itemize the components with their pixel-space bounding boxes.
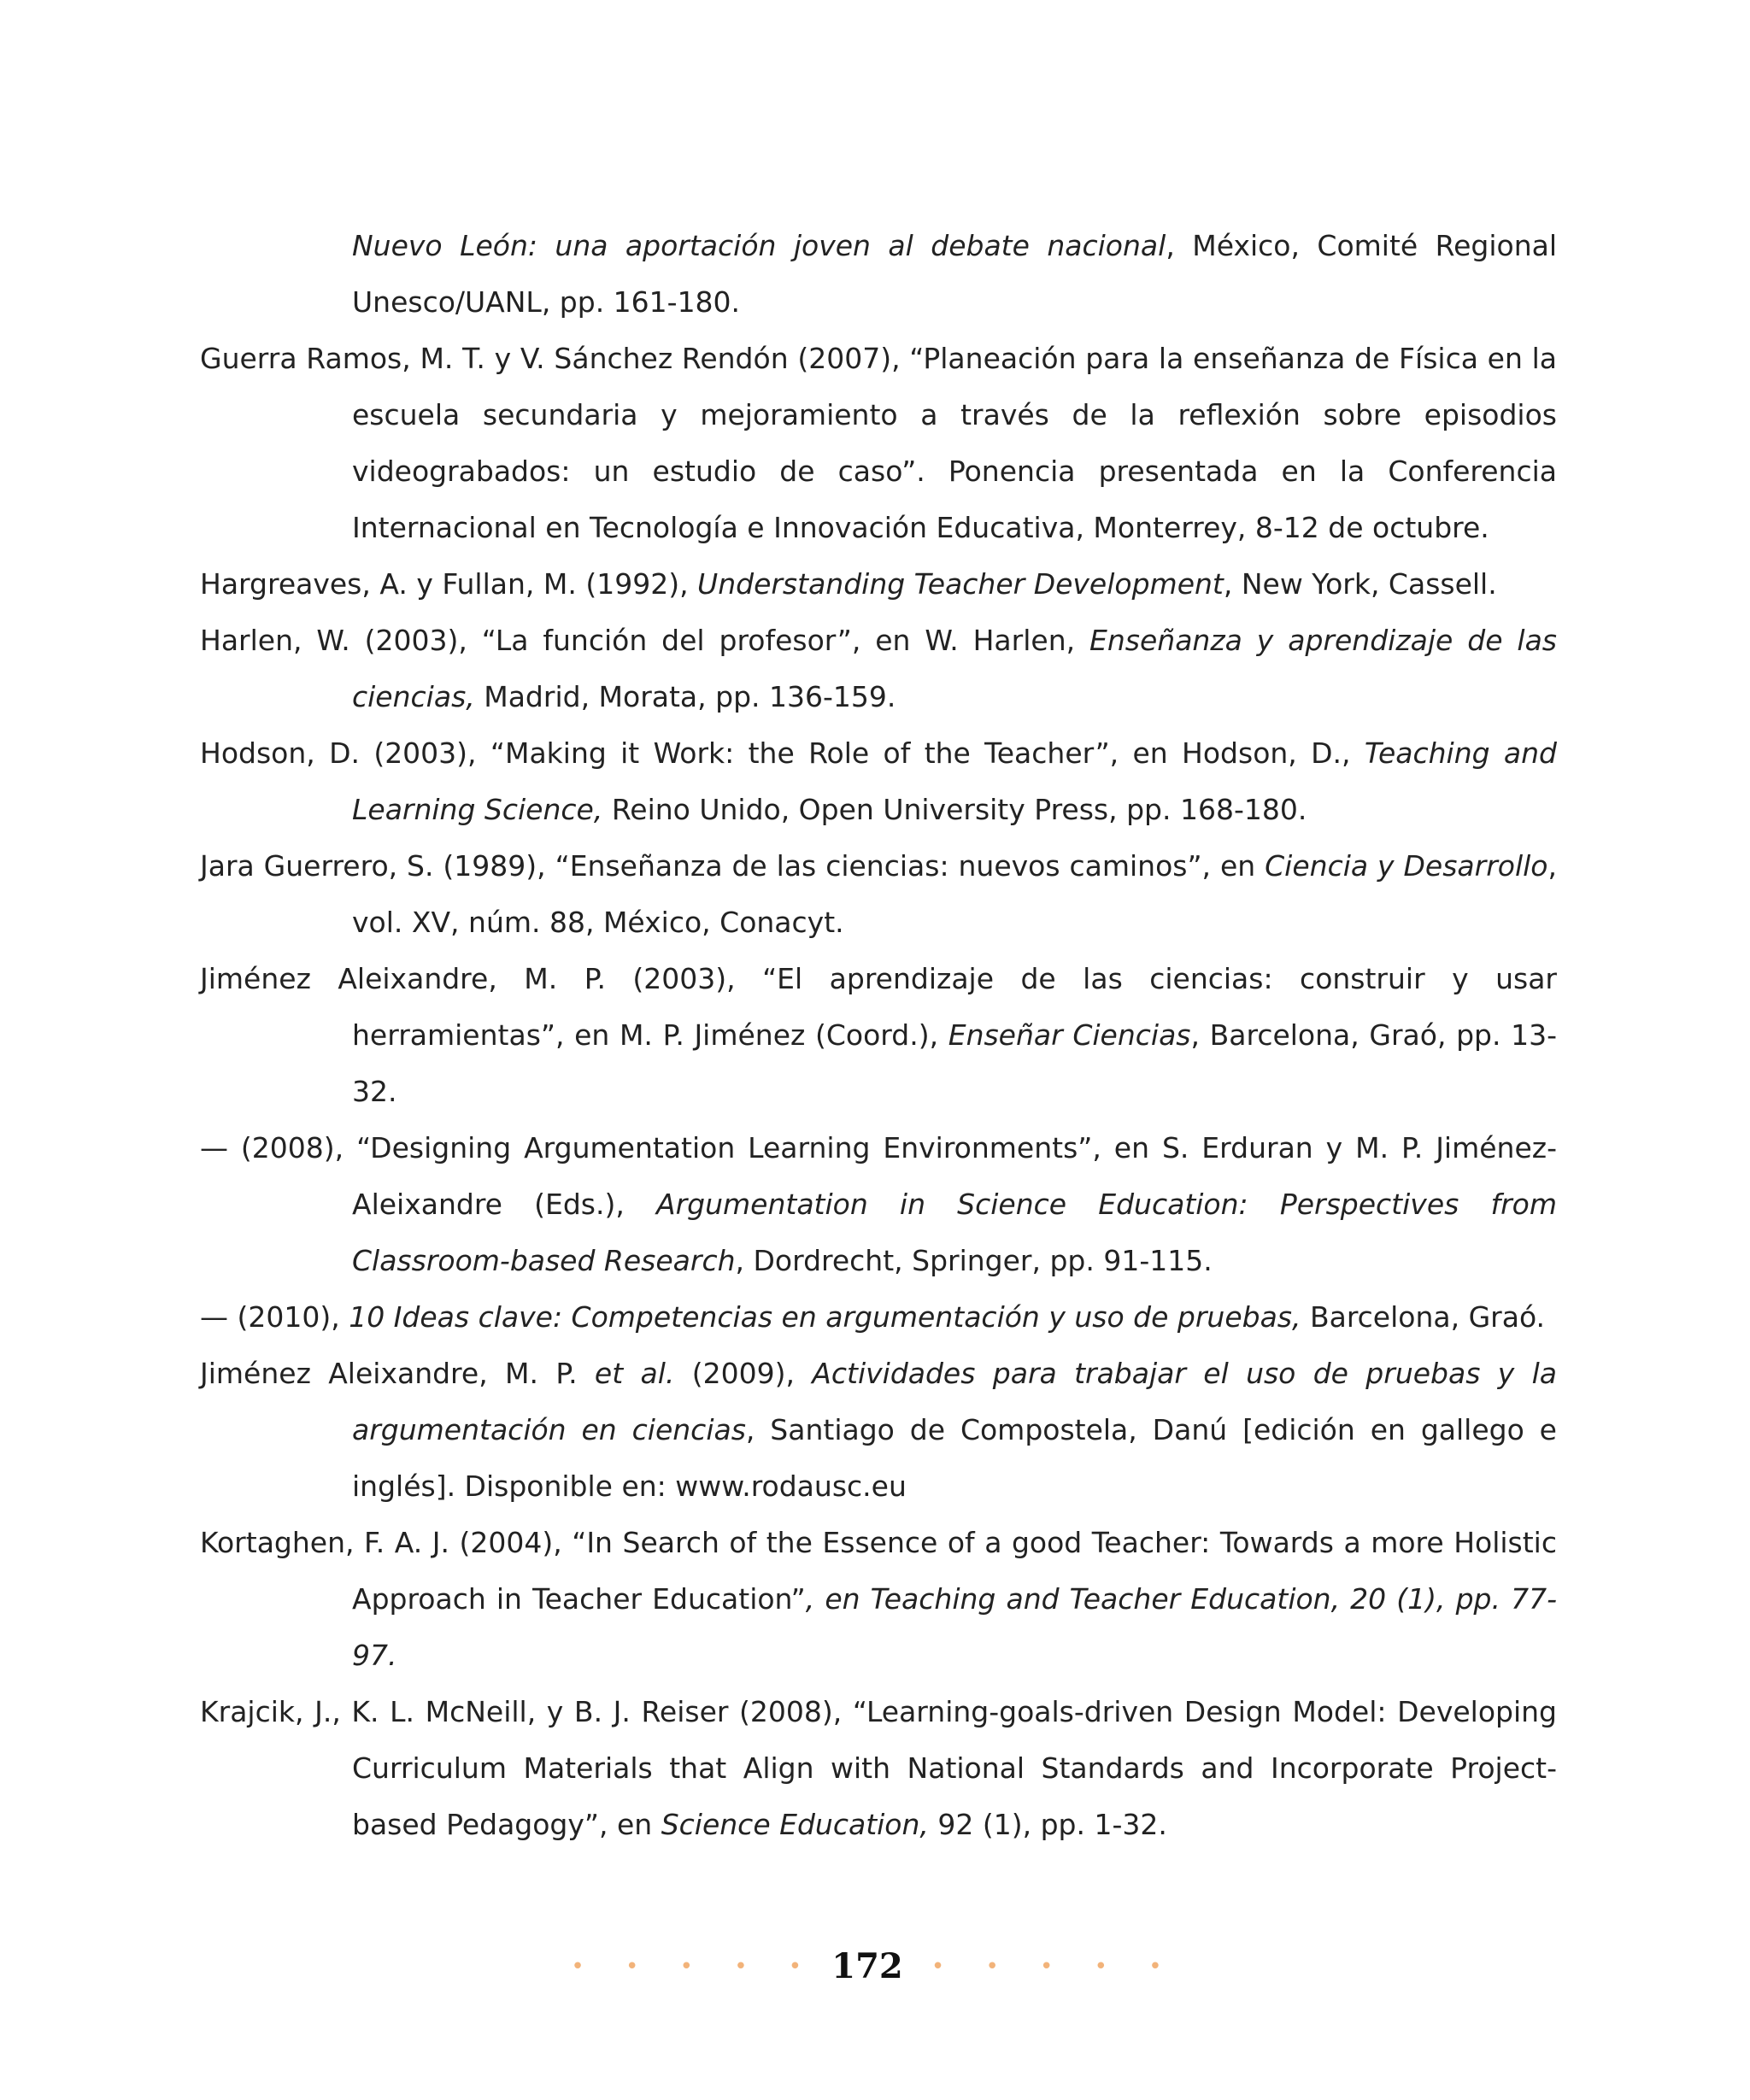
- reference-text: Jiménez Aleixandre, M. P.: [200, 1357, 595, 1390]
- reference-text: Krajcik, J., K. L. McNeill, y B. J. Reiser (2008), “Learning-goals-driven Design Model: Developing Curriculum Materials that Align with National Standards and Incorporate Project-based Pedagogy”, en: [200, 1695, 1557, 1841]
- reference-entry-krajcik: [200, 1684, 1557, 1853]
- reference-entry-jimenez-2010: [200, 1289, 1557, 1346]
- reference-entry-hodson: [200, 725, 1557, 838]
- reference-text: (2009),: [674, 1357, 813, 1390]
- reference-text: Jiménez Aleixandre, M. P. (2003), “El aprendizaje de las ciencias: construir y usar herramientas”, en M. P. Jiménez (Coord.),: [200, 962, 1557, 1052]
- reference-list: [200, 218, 1557, 1853]
- page-number: 172: [831, 1946, 903, 1986]
- reference-text: Jara Guerrero, S. (1989), “Enseñanza de las ciencias: nuevos caminos”, en: [200, 849, 1266, 883]
- reference-italic-text: Ciencia y Desarrollo: [1265, 849, 1548, 883]
- reference-text: Hodson, D. (2003), “Making it Work: the Role of the Teacher”, en Hodson, D.,: [200, 736, 1365, 770]
- reference-text: Madrid, Morata, pp. 136-159.: [474, 680, 896, 713]
- reference-italic-text: et al.: [594, 1357, 675, 1390]
- reference-entry-jimenez-2009: [200, 1346, 1557, 1515]
- reference-text: , Barcelona, Graó, pp. 13-32.: [352, 1018, 1557, 1108]
- reference-italic-text: Enseñar Ciencias: [948, 1018, 1191, 1052]
- reference-text: Barcelona, Graó.: [1301, 1300, 1546, 1334]
- reference-text: , Santiago de Compostela, Danú [edición en gallego e inglés]. Disponible en: www.rodausc.eu: [352, 1413, 1557, 1503]
- reference-text: , México, Comité Regional Unesco/UANL, pp. 161-180.: [352, 229, 1558, 319]
- reference-text: , New York, Cassell.: [1223, 567, 1497, 601]
- reference-entry-guerra-ramos: [200, 331, 1557, 556]
- page-footer: [0, 1946, 1750, 1986]
- footer-dots-right: • • • • •: [931, 1953, 1179, 1980]
- reference-entry-kortaghen: [200, 1515, 1557, 1684]
- reference-italic-text: Argumentation in Science Education: Perspectives from Classroom-based Research: [352, 1188, 1557, 1277]
- reference-text: Harlen, W. (2003), “La función del profesor”, en W. Harlen,: [200, 624, 1090, 657]
- reference-text: , vol. XV, núm. 88, México, Conacyt.: [352, 849, 1557, 939]
- reference-text: — (2010),: [200, 1300, 349, 1334]
- reference-italic-text: Teaching and Learning Science,: [352, 736, 1557, 826]
- reference-text: — (2008), “Designing Argumentation Learning Environments”, en S. Erduran y M. P. Jiménez-Aleixandre (Eds.),: [200, 1131, 1557, 1221]
- reference-italic-text: Understanding Teacher Development: [697, 567, 1224, 601]
- reference-entry-jimenez-2003: [200, 951, 1557, 1120]
- reference-text: Guerra Ramos, M. T. y V. Sánchez Rendón (2007), “Planeación para la enseñanza de Física en la escuela secundaria y mejoramiento a través de la reflexión sobre episodios videograbados: un estudio de caso”. Ponencia presentada en la Conferencia Internacional en Tecnología e Innovación Educativa, Monterrey, 8-12 de octubre.: [200, 342, 1557, 544]
- reference-italic-text: Actividades para trabajar el uso de pruebas y la argumentación en ciencias: [352, 1357, 1557, 1446]
- reference-text: , Dordrecht, Springer, pp. 91-115.: [735, 1244, 1213, 1277]
- reference-entry-cont-nuevo-leon: [200, 218, 1557, 331]
- reference-italic-text: , en Teaching and Teacher Education, 20 (1), pp. 77-97.: [352, 1582, 1557, 1672]
- reference-italic-text: 10 Ideas clave: Competencias en argumentación y uso de pruebas,: [349, 1300, 1301, 1334]
- reference-entry-jara-guerrero: [200, 838, 1557, 951]
- reference-text: Reino Unido, Open University Press, pp. 168-180.: [602, 793, 1307, 826]
- reference-text: 92 (1), pp. 1-32.: [928, 1808, 1167, 1841]
- reference-italic-text: Science Education,: [661, 1808, 929, 1841]
- reference-italic-text: Enseñanza y aprendizaje de las ciencias,: [352, 624, 1558, 713]
- reference-entry-jimenez-2008: [200, 1120, 1557, 1289]
- reference-text: Hargreaves, A. y Fullan, M. (1992),: [200, 567, 698, 601]
- footer-dots-left: • • • • •: [571, 1953, 819, 1980]
- reference-entry-harlen: [200, 613, 1557, 725]
- reference-text: Kortaghen, F. A. J. (2004), “In Search of the Essence of a good Teacher: Towards a more Holistic Approach in Teacher Education”: [200, 1526, 1557, 1616]
- reference-entry-hargreaves: [200, 556, 1557, 613]
- reference-italic-text: Nuevo León: una aportación joven al debate nacional: [352, 229, 1166, 262]
